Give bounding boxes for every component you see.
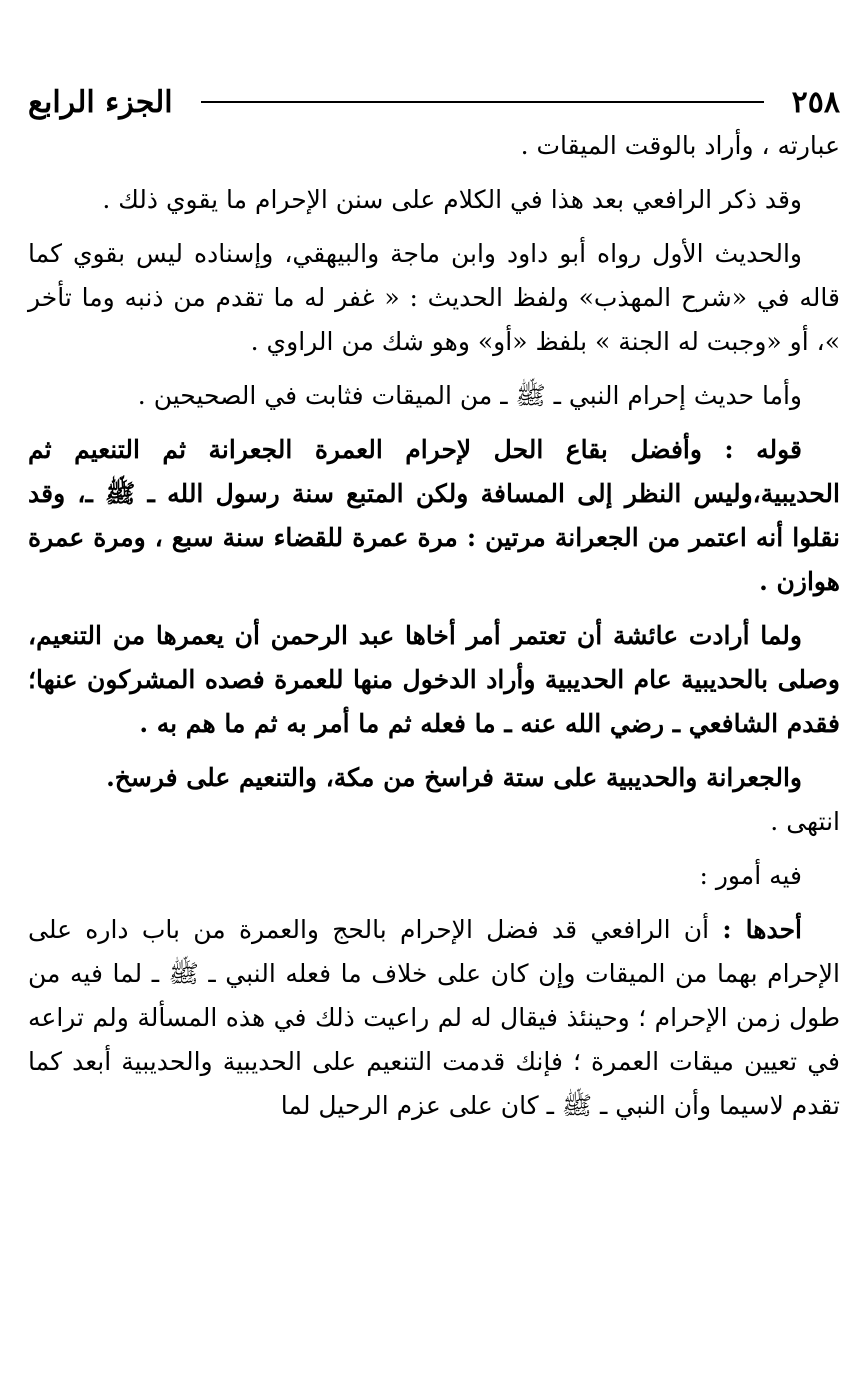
book-page [28, 80, 840, 1138]
point-lead: أحدها : [722, 915, 802, 944]
header-rule [201, 101, 764, 103]
quoted-text-qawluhu: قوله : وأفضل بقاع الحل لإحرام العمرة الجعرانة ثم التنعيم ثم الحديبية،وليس النظر إلى المسافة ولكن المتبع سنة رسول الله ـ ﷺ ـ، وقد نقلوا أنه اعتمر من الجعرانة مرتين : مرة عمرة للقضاء سنة سبع ، ومرة عمرة هوازن . [28, 435, 840, 596]
paragraph-hadith-ihram: وأما حديث إحرام النبي ـ ﷺ ـ من الميقات فثابت في الصحيحين . [137, 381, 802, 410]
quoted-text-distances: والجعرانة والحديبية على ستة فراسخ من مكة، والتنعيم على فرسخ. [106, 763, 802, 792]
point-body: أن الرافعي قد فضل الإحرام بالحج والعمرة من باب داره على الإحرام بهما من الميقات وإن كان على خلاف ما فعله النبي ـ ﷺ ـ لما فيه من طول زمن الإحرام ؛ وحينئذ فيقال له لم راعيت ذلك في هذه المسألة ولم تراعه في تعيين ميقات العمرة ؛ فإنك قدمت التنعيم على الحديبية والحديبية أبعد كما تقدم لاسيما وأن النبي ـ ﷺ ـ كان على عزم الرحيل لما [28, 915, 840, 1120]
paragraph-first-point [28, 908, 840, 1128]
paragraph-intaha: انتهى . [770, 807, 840, 836]
quoted-text-aisha: ولما أرادت عائشة أن تعتمر أمر أخاها عبد الرحمن أن يعمرها من التنعيم، وصلى بالحديبية عام الحديبية وأراد الدخول منها للعمرة فصده المشركون عنها؛ فقدم الشافعي ـ رضي الله عنه ـ ما فعله ثم ما أمر به ثم ما هم به . [28, 621, 840, 738]
paragraph-rafii-note: وقد ذكر الرافعي بعد هذا في الكلام على سنن الإحرام ما يقوي ذلك . [102, 185, 802, 214]
page-number: ٢٥٨ [791, 84, 840, 120]
page-header [28, 80, 840, 124]
paragraph-fihi-umur: فيه أمور : [699, 861, 802, 890]
running-title: الجزء الرابع [28, 84, 173, 120]
paragraph-continuation: عبارته ، وأراد بالوقت الميقات . [520, 131, 840, 160]
paragraph-hadith-narration: والحديث الأول رواه أبو داود وابن ماجة والبيهقي، وإسناده ليس بقوي كما قاله في «شرح المهذب» ولفظ الحديث : « غفر له ما تقدم من ذنبه وما تأخر »، أو «وجبت له الجنة » بلفظ «أو» وهو شك من الراوي . [28, 239, 840, 356]
